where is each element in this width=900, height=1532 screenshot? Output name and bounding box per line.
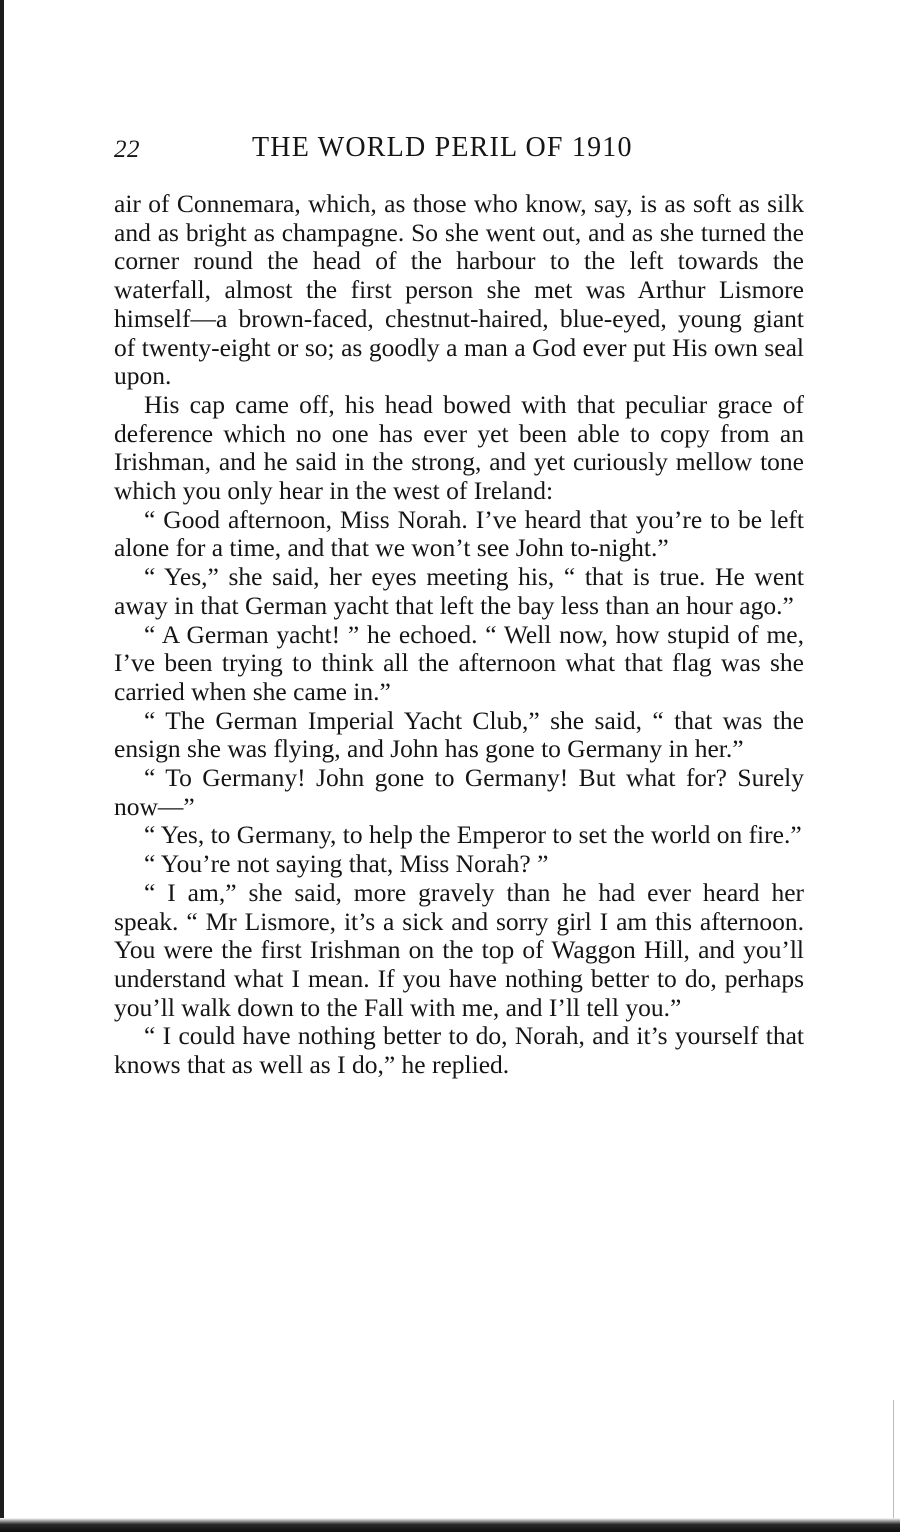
page-number: 22 <box>114 136 140 163</box>
paragraph: “ The German Imperial Yacht Club,” she said, “ that was the ensign she was flying, and John has gone to Germany in her.” <box>114 705 804 764</box>
paragraph: air of Connemara, which, as those who know, say, is as soft as silk and as bright as champagne. So she went out, and as she turned the corner round the head of the harbour to the left towards the waterfall, almost the first person she met was Arthur Lismore himself—a brown-faced, chestnut-haired, blue-eyed, young giant of twenty-eight or so; as goodly a man a God ever put His own seal upon. <box>114 189 804 391</box>
paragraph: “ Yes, to Germany, to help the Emperor to set the world on fire.” <box>144 820 802 850</box>
paragraph: “ To Germany! John gone to Germany! But what for? Surely now—” <box>114 763 804 821</box>
page-header <box>114 130 804 170</box>
page-edge-bottom <box>0 1518 900 1532</box>
page-edge-right <box>893 1400 894 1518</box>
paragraph: “ I could have nothing better to do, Norah, and it’s yourself that knows that as well as I do,” he replied. <box>114 1021 804 1080</box>
paragraph: His cap came off, his head bowed with that peculiar grace of deference which no one has ever yet been able to copy from an Irishman, and he said in the strong, and yet curiously mellow tone which you only hear in the west of Ireland: <box>114 389 804 506</box>
paragraph: “ A German yacht! ” he echoed. “ Well now, how stupid of me, I’ve been trying to think all the afternoon what that flag was she carried when she came in.” <box>114 619 804 706</box>
paragraph: “ Good afternoon, Miss Norah. I’ve heard that you’re to be left alone for a time, and that we won’t see John to-night.” <box>114 504 804 563</box>
running-title: THE WORLD PERIL OF 1910 <box>252 132 633 163</box>
body-text <box>114 190 804 1080</box>
paragraph: “ Yes,” she said, her eyes meeting his, “ that is true. He went away in that German yacht that left the bay less than an hour ago.” <box>114 562 804 620</box>
paragraph: “ I am,” she said, more gravely than he had ever heard her speak. “ Mr Lismore, it’s a sick and sorry girl I am this afternoon. You were the first Irishman on the top of Waggon Hill, and you’ll understand what I mean. If you have nothing better to do, perhaps you’ll walk down to the Fall with me, and I’ll tell you.” <box>114 877 804 1022</box>
page-edge-left <box>0 0 4 1532</box>
paragraph: “ You’re not saying that, Miss Norah? ” <box>144 849 549 879</box>
